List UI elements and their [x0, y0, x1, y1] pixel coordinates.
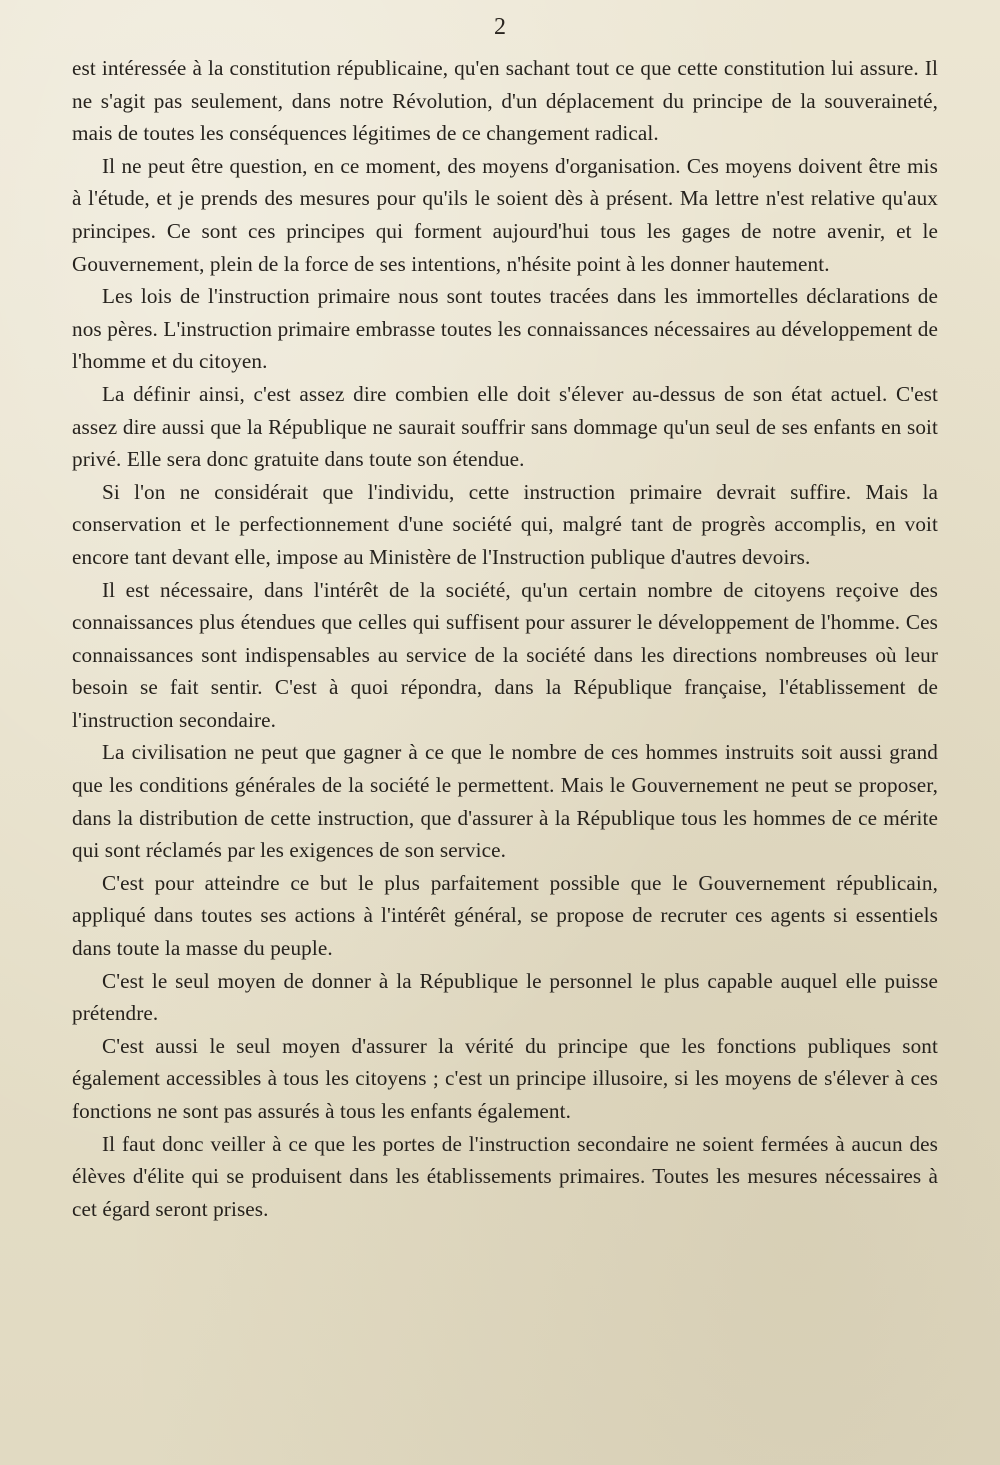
paragraph-10: C'est aussi le seul moyen d'assurer la vérité du principe que les fonctions publiques sont également accessibles à tous les citoyens ; c'est un principe illusoire, si les moyens de s'élever à ces fonctions ne sont pas assurés à tous les enfants également.	[72, 1033, 938, 1123]
page-number: 2	[494, 14, 506, 40]
paragraph-2: Il ne peut être question, en ce moment, des moyens d'organisation. Ces moyens doivent être mis à l'étude, et je prends des mesures pour qu'ils le soient dès à présent. Ma lettre n'est relative qu'aux principes. Ce sont ces principes qui forment aujourd'hui tous les gages de notre avenir, et le Gouvernement, plein de la force de ses intentions, n'hésite point à les donner hautement.	[72, 153, 938, 276]
body-text	[72, 52, 938, 1225]
paragraph-11: Il faut donc veiller à ce que les portes de l'instruction secondaire ne soient fermées à aucun des élèves d'élite qui se produisent dans les établissements primaires. Toutes les mesures nécessaires à cet égard seront prises.	[72, 1131, 938, 1221]
paragraph-8: C'est pour atteindre ce but le plus parfaitement possible que le Gouvernement républicain, appliqué dans toutes ses actions à l'intérêt général, se propose de recruter ces agents si essentiels dans toute la masse du peuple.	[72, 870, 938, 961]
paragraph-5: Si l'on ne considérait que l'individu, cette instruction primaire devrait suffire. Mais la conservation et le perfectionnement d'une société qui, malgré tant de progrès accomplis, en voit encore tant devant elle, impose au Ministère de l'Instruction publique d'autres devoirs.	[72, 479, 938, 569]
paragraph-9: C'est le seul moyen de donner à la République le personnel le plus capable auquel elle puisse prétendre.	[72, 968, 938, 1026]
paragraph-6: Il est nécessaire, dans l'intérêt de la société, qu'un certain nombre de citoyens reçoive des connaissances plus étendues que celles qui suffisent pour assurer le développement de l'homme. Ces connaissances sont indispensables au service de la société dans les directions nombreuses où leur besoin se fait sentir. C'est à quoi répondra, dans la République française, l'établissement de l'instruction secondaire.	[72, 577, 938, 732]
paragraph-3: Les lois de l'instruction primaire nous sont toutes tracées dans les immortelles déclarations de nos pères. L'instruction primaire embrasse toutes les connaissances nécessaires au développement de l'homme et du citoyen.	[72, 284, 938, 374]
paragraph-1: est intéressée à la constitution républicaine, qu'en sachant tout ce que cette constitution lui assure. Il ne s'agit pas seulement, dans notre Révolution, d'un déplacement du principe de la souveraineté, mais de toutes les conséquences légitimes de ce changement radical.	[72, 56, 938, 146]
paragraph-4: La définir ainsi, c'est assez dire combien elle doit s'élever au-dessus de son état actuel. C'est assez dire aussi que la République ne saurait souffrir sans dommage qu'un seul de ses enfants en soit privé. Elle sera donc gratuite dans toute son étendue.	[72, 381, 938, 472]
paragraph-7: La civilisation ne peut que gagner à ce que le nombre de ces hommes instruits soit aussi grand que les conditions générales de la société le permettent. Mais le Gouvernement ne peut se proposer, dans la distribution de cette instruction, que d'assurer à la République tous les hommes de ce mérite qui sont réclamés par les exigences de son service.	[72, 740, 938, 863]
